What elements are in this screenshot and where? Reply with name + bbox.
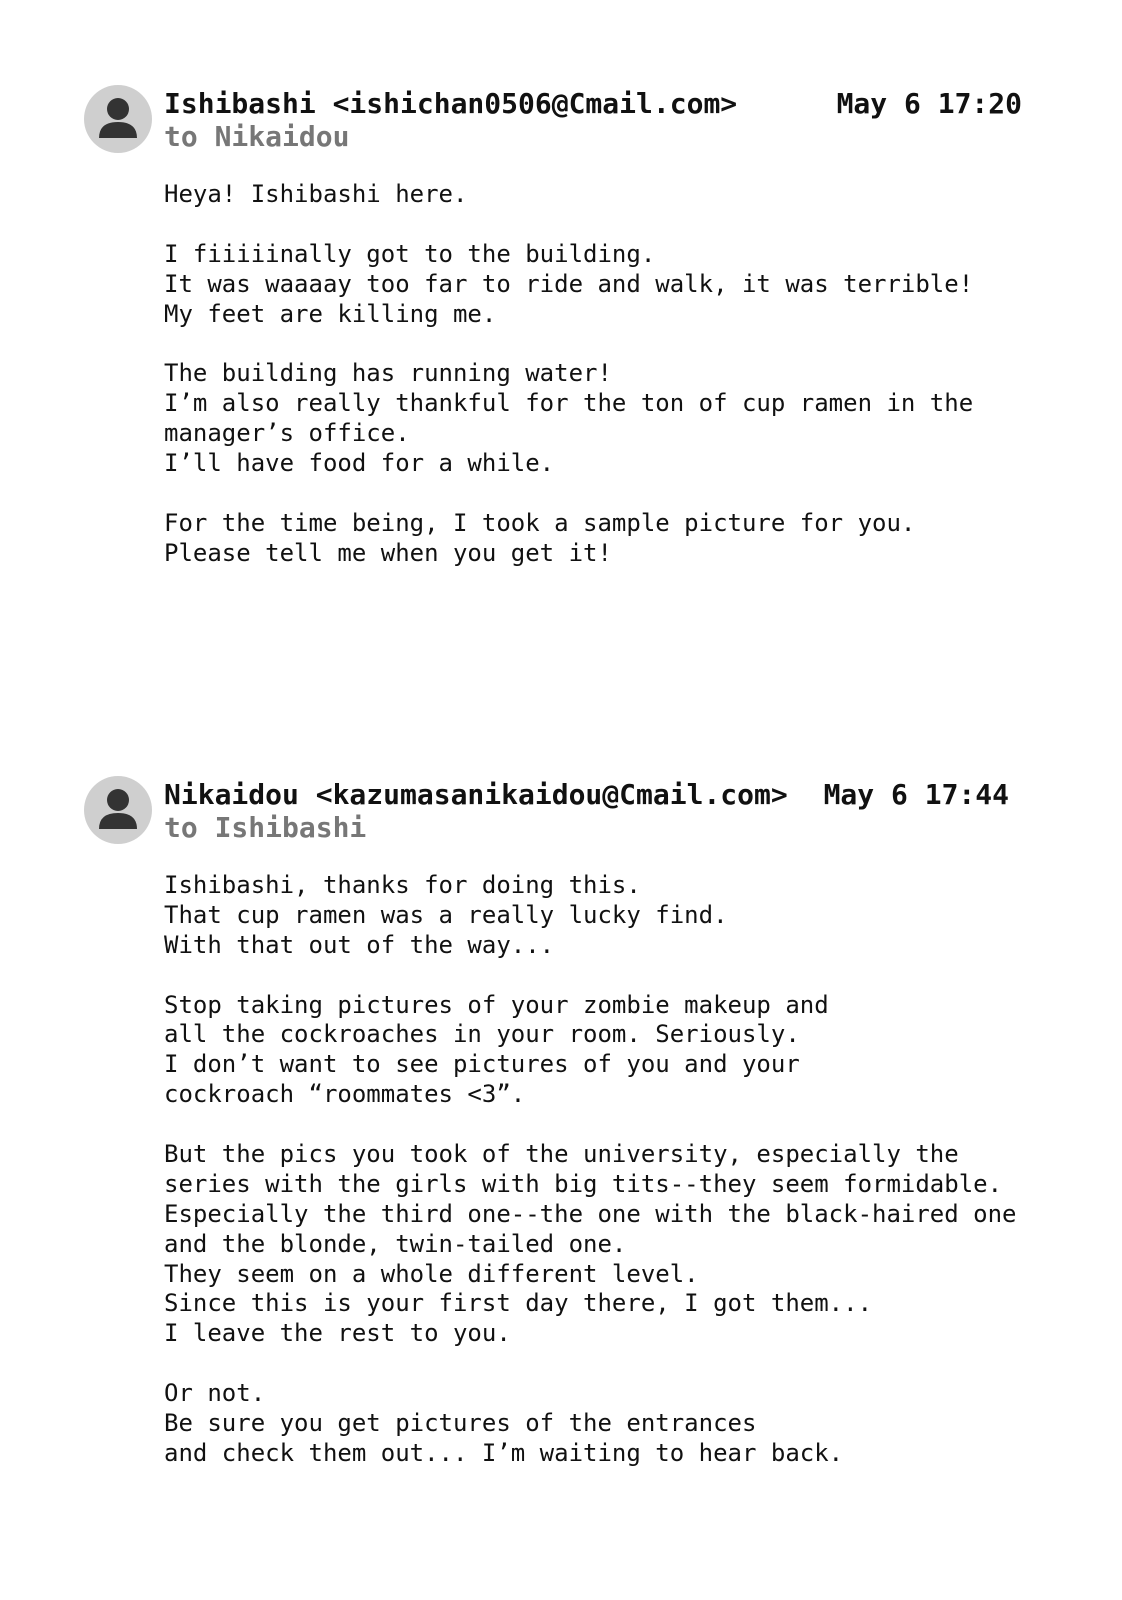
- body-line: Or not.: [164, 1379, 266, 1408]
- body-line: [164, 479, 973, 509]
- sender-name: Nikaidou <kazumasanikaidou@Cmail.com>: [164, 778, 788, 811]
- body-line: For the time being, I took a sample picture for you.: [164, 508, 916, 537]
- body-line: It was waaaay too far to ride and walk, it was terrible!: [164, 269, 974, 298]
- body-line: But the pics you took of the university, especially the: [164, 1140, 959, 1169]
- body-line: [164, 210, 973, 240]
- body-line: Be sure you get pictures of the entrances: [164, 1409, 757, 1438]
- message-body: [164, 871, 1017, 1469]
- body-line: and the blonde, twin-tailed one.: [164, 1229, 627, 1258]
- body-line: Ishibashi, thanks for doing this.: [164, 871, 641, 899]
- person-icon: [84, 776, 152, 844]
- sender-avatar: [84, 85, 152, 153]
- body-line: Heya! Ishibashi here.: [164, 180, 468, 208]
- body-line: [164, 1349, 1017, 1379]
- body-line: [164, 961, 1017, 991]
- body-line: manager’s office.: [164, 419, 410, 448]
- body-line: My feet are killing me.: [164, 299, 497, 328]
- recipient: to Nikaidou: [164, 120, 350, 153]
- sender-avatar: [84, 776, 152, 844]
- body-line: Please tell me when you get it!: [164, 538, 612, 567]
- body-line: I’m also really thankful for the ton of cup ramen in the: [164, 389, 974, 418]
- body-line: cockroach “roommates <3”.: [164, 1080, 526, 1109]
- body-line: series with the girls with big tits--they seem formidable.: [164, 1169, 1003, 1198]
- sent-date: May 6 17:44: [823, 778, 1009, 811]
- recipient: to Ishibashi: [164, 811, 367, 844]
- message-body: [164, 180, 973, 569]
- body-line: With that out of the way...: [164, 930, 555, 959]
- body-line: I fiiiiinally got to the building.: [164, 239, 656, 268]
- sent-date: May 6 17:20: [836, 87, 1022, 120]
- body-line: Stop taking pictures of your zombie makeup and: [164, 990, 829, 1019]
- body-line: and check them out... I’m waiting to hear back.: [164, 1438, 844, 1467]
- person-icon: [84, 85, 152, 153]
- sender-name: Ishibashi <ishichan0506@Cmail.com>: [164, 87, 738, 120]
- body-line: The building has running water!: [164, 359, 612, 388]
- body-line: all the cockroaches in your room. Seriously.: [164, 1020, 800, 1049]
- body-line: [164, 1110, 1017, 1140]
- body-line: They seem on a whole different level.: [164, 1259, 699, 1288]
- body-line: Especially the third one--the one with the black-haired one: [164, 1199, 1017, 1228]
- body-line: That cup ramen was a really lucky find.: [164, 900, 728, 929]
- body-line: I don’t want to see pictures of you and your: [164, 1050, 800, 1079]
- body-line: [164, 329, 973, 359]
- body-line: Since this is your first day there, I got them...: [164, 1289, 873, 1318]
- body-line: I leave the rest to you.: [164, 1319, 511, 1348]
- body-line: I’ll have food for a while.: [164, 449, 555, 478]
